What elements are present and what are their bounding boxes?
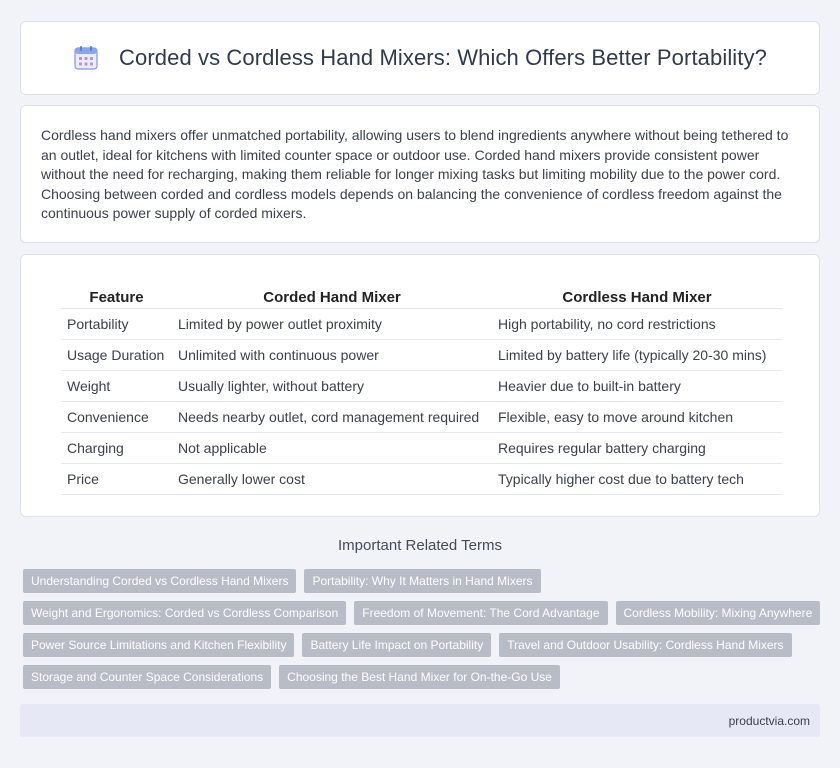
table-header-row	[61, 287, 782, 309]
header-corded: Corded Hand Mixer	[172, 287, 492, 309]
cell-cordless: Typically higher cost due to battery tech	[492, 464, 782, 495]
page-title: Corded vs Cordless Hand Mixers: Which Offers Better Portability?	[119, 45, 767, 70]
cell-corded: Unlimited with continuous power	[172, 340, 492, 371]
cell-feature: Portability	[61, 309, 172, 340]
related-tag[interactable]: Cordless Mobility: Mixing Anywhere	[616, 601, 821, 625]
title-row	[73, 45, 767, 71]
table-row	[61, 402, 782, 433]
related-tag[interactable]: Storage and Counter Space Considerations	[23, 665, 271, 689]
cell-cordless: Flexible, easy to move around kitchen	[492, 402, 782, 433]
related-tag[interactable]: Battery Life Impact on Portability	[302, 633, 491, 657]
intro-card	[20, 105, 820, 243]
cell-cordless: Requires regular battery charging	[492, 433, 782, 464]
header-cordless: Cordless Hand Mixer	[492, 287, 782, 309]
related-tag[interactable]: Portability: Why It Matters in Hand Mixers	[304, 569, 540, 593]
cell-corded: Not applicable	[172, 433, 492, 464]
related-tag[interactable]: Choosing the Best Hand Mixer for On-the-Go Use	[279, 665, 560, 689]
cell-feature: Convenience	[61, 402, 172, 433]
cell-corded: Generally lower cost	[172, 464, 492, 495]
calendar-icon	[73, 45, 99, 71]
comparison-table	[61, 287, 782, 495]
cell-corded: Needs nearby outlet, cord management required	[172, 402, 492, 433]
table-row	[61, 371, 782, 402]
related-tag[interactable]: Understanding Corded vs Cordless Hand Mixers	[23, 569, 296, 593]
cell-cordless: High portability, no cord restrictions	[492, 309, 782, 340]
footer-site-link[interactable]: productvia.com	[728, 713, 810, 728]
cell-feature: Charging	[61, 433, 172, 464]
cell-feature: Price	[61, 464, 172, 495]
table-row	[61, 340, 782, 371]
cell-cordless: Limited by battery life (typically 20-30 mins)	[492, 340, 782, 371]
table-row	[61, 433, 782, 464]
header-card	[20, 21, 820, 95]
intro-paragraph: Cordless hand mixers offer unmatched portability, allowing users to blend ingredients anywhere without being tethered to an outlet, ideal for kitchens with limited counter space or outdoor use. Corded hand mixers provide consistent power without the need for recharging, making them reliable for longer mixing tasks but limiting mobility due to the power cord. Choosing between corded and cordless models depends on balancing the convenience of cordless freedom against the continuous power supply of corded mixers.	[41, 127, 789, 221]
table-row	[61, 464, 782, 495]
table-row	[61, 309, 782, 340]
comparison-card	[20, 254, 820, 517]
related-terms-title: Important Related Terms	[338, 537, 502, 554]
header-feature: Feature	[61, 287, 172, 309]
related-tag[interactable]: Freedom of Movement: The Cord Advantage	[354, 601, 607, 625]
related-tags	[23, 569, 823, 689]
footer	[20, 704, 820, 737]
cell-feature: Usage Duration	[61, 340, 172, 371]
related-tag[interactable]: Weight and Ergonomics: Corded vs Cordless Comparison	[23, 601, 346, 625]
cell-corded: Limited by power outlet proximity	[172, 309, 492, 340]
cell-corded: Usually lighter, without battery	[172, 371, 492, 402]
cell-feature: Weight	[61, 371, 172, 402]
related-tag[interactable]: Travel and Outdoor Usability: Cordless Hand Mixers	[499, 633, 791, 657]
related-tag[interactable]: Power Source Limitations and Kitchen Flexibility	[23, 633, 294, 657]
cell-cordless: Heavier due to built-in battery	[492, 371, 782, 402]
